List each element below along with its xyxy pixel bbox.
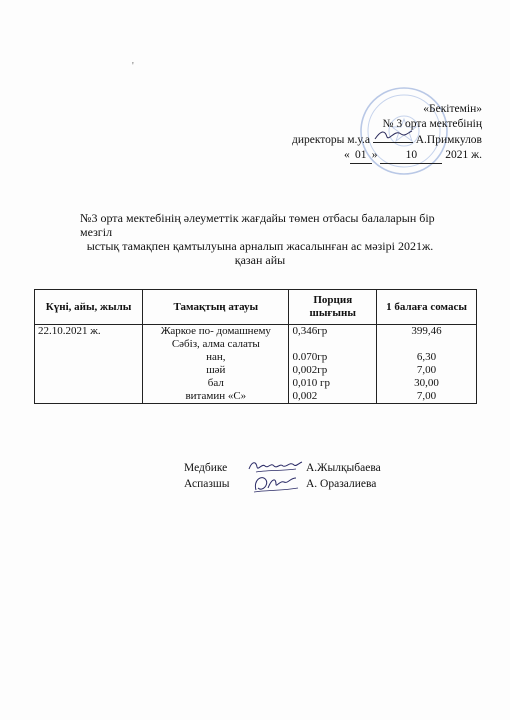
menu-table (34, 289, 477, 404)
header-sum: 1 балаға сомасы (377, 290, 477, 325)
header-date: Күні, айы, жылы (35, 290, 143, 325)
header-name: Тамақтың атауы (143, 290, 289, 325)
date-year: 2021 ж. (445, 149, 482, 161)
signatures-block (184, 460, 404, 492)
food-name: Сәбіз, алма салаты (171, 338, 260, 350)
title-line-2: ыстық тамақпен қамтылуына арналып жасалынған ас мәзірі 2021ж. (86, 239, 434, 253)
portion-value: 0.070гр (292, 351, 328, 363)
sum-value: 6,30 (416, 351, 437, 363)
food-name: бал (207, 377, 224, 389)
cook-signature (250, 472, 302, 496)
director-line (232, 132, 482, 148)
sum-value: 30,00 (414, 377, 439, 389)
signer-name: А.Жылқыбаева (306, 462, 381, 474)
food-name: витамин «С» (185, 390, 247, 402)
food-name: шәй (206, 364, 226, 376)
food-name: Жаркое по- домашнему (160, 325, 271, 337)
director-signature (373, 132, 413, 143)
date-value: 22.10.2021 ж. (38, 325, 101, 337)
director-name: А.Примкулов (415, 134, 482, 146)
approval-block (232, 102, 482, 164)
portion-value (292, 338, 373, 351)
signer-role: Аспазшы (184, 478, 230, 490)
portions-cell (289, 325, 377, 404)
names-cell (143, 325, 289, 404)
sum-value: 7,00 (416, 390, 437, 402)
scan-mark: ' (132, 61, 134, 72)
sum-value (380, 338, 473, 351)
portion-value: 0,010 гр (292, 377, 330, 389)
approval-date-line: « 01 » 10 2021 ж. (232, 148, 482, 164)
school-line: № 3 орта мектебінің (382, 118, 482, 130)
table-row (35, 325, 477, 404)
portion-value: 0,002гр (292, 364, 328, 376)
signer-name: А. Оразалиева (306, 478, 377, 490)
date-day: 01 (350, 148, 372, 164)
document-title (60, 211, 460, 267)
header-portion: Порция шығыны (289, 290, 377, 325)
sum-value: 7,00 (416, 364, 437, 376)
signature-row (184, 476, 404, 492)
sum-value: 399,46 (411, 325, 442, 337)
approve-word: «Бекітемін» (423, 103, 482, 115)
sums-cell (377, 325, 477, 404)
table-header-row (35, 290, 477, 325)
portion-value: 0,002 (292, 390, 318, 402)
date-cell (35, 325, 143, 404)
title-line-3: қазан айы (234, 253, 286, 267)
portion-value: 0,346гр (292, 325, 328, 337)
food-name: нан, (206, 351, 226, 363)
title-line-1: №3 орта мектебінің әлеуметтік жағдайы төмен отбасы балаларын бір мезгіл (80, 211, 435, 239)
signer-role: Медбике (184, 462, 228, 474)
director-prefix: директоры м.у.а (291, 134, 370, 146)
date-month: 10 (380, 148, 442, 164)
